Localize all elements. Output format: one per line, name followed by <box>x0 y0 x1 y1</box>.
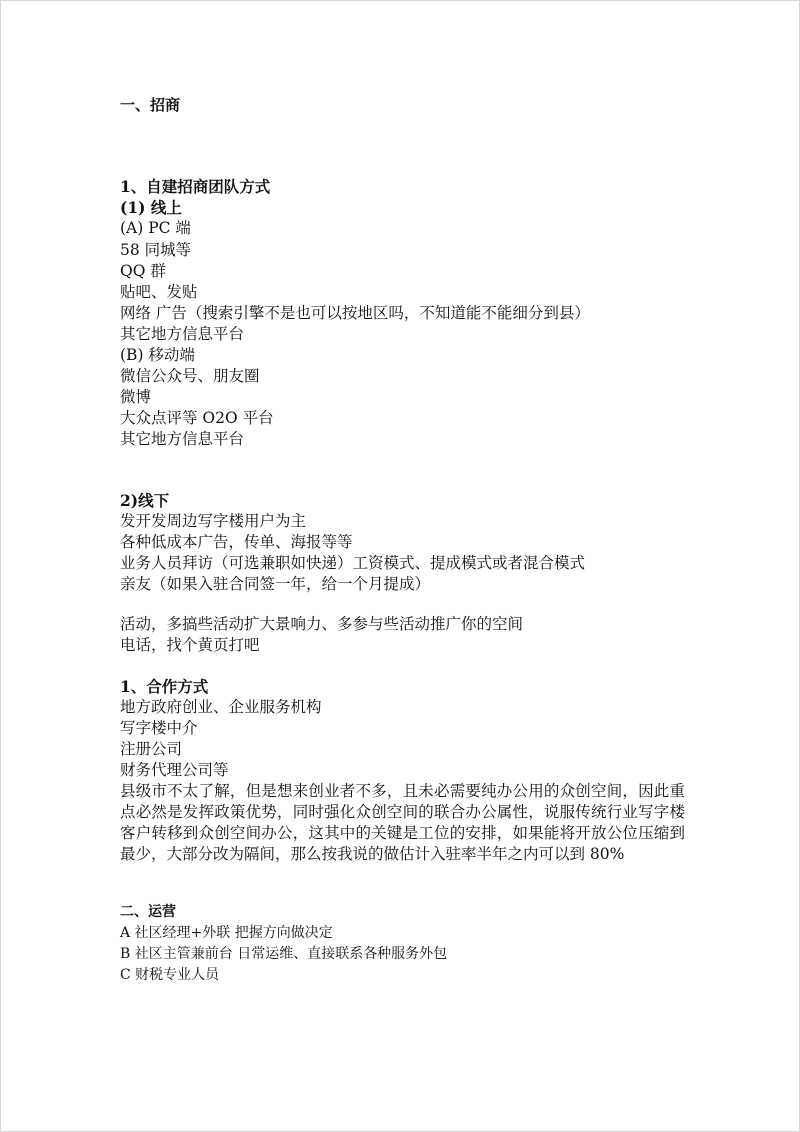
list-item: 发开发周边写字楼用户为主 <box>120 512 307 530</box>
list-item: 网络 广告（搜索引擎不是也可以按地区吗，不知道能不能细分到县） <box>120 304 590 322</box>
list-item: 财务代理公司等 <box>120 761 229 779</box>
heading-zhaoshang: 一、招商 <box>120 96 181 114</box>
list-item: QQ 群 <box>120 262 166 280</box>
list-item: 大众点评等 O2O 平台 <box>120 409 274 427</box>
list-item: 微信公众号、朋友圈 <box>120 367 260 385</box>
list-item: 亲友（如果入驻合同签一年，给一个月提成） <box>120 575 431 593</box>
list-item: 地方政府创业、企业服务机构 <box>120 698 322 716</box>
list-item: 其它地方信息平台 <box>120 325 245 343</box>
heading-yunying: 二、运营 <box>120 904 176 920</box>
list-item: 业务人员拜访（可选兼职如快递）工资模式、提成模式或者混合模式 <box>120 554 586 572</box>
list-item: 贴吧、发贴 <box>120 283 198 301</box>
list-item: 写字楼中介 <box>120 719 198 737</box>
mobile-title: (B) 移动端 <box>120 346 195 364</box>
list-item: 活动，多搞些活动扩大景响力、多参与些活动推广你的空间 <box>120 615 524 633</box>
list-item: A 社区经理+外联 把握方向做决定 <box>120 925 333 941</box>
pc-title: (A) PC 端 <box>120 219 191 237</box>
section-title-cooperation: 1、合作方式 <box>120 677 209 696</box>
analysis-paragraph: 县级市不太了解，但是想来创业者不多，且未必需要纯办公用的众创空间，因此重点必然是发挥政策优势，同时强化众创空间的联合办公属性，说服传统行业写字楼客户转移到众创空间办公，这其中的关键是工位的安排，如果能将开放公位压缩到最少，大部分改为隔间，那么按我说的做估计入驻率半年之内可以到 80% <box>120 782 685 863</box>
list-item: 各种低成本广告，传单、海报等等 <box>120 533 353 551</box>
list-item: 58 同城等 <box>120 241 192 259</box>
list-item: B 社区主管兼前台 日常运维、直接联系各种服务外包 <box>120 946 448 962</box>
subsection-online: (1) 线上 <box>120 198 182 217</box>
subsection-offline: 2)线下 <box>120 491 170 510</box>
section-title-self-team: 1、自建招商团队方式 <box>120 177 271 196</box>
list-item: 电话，找个黄页打吧 <box>120 636 260 654</box>
list-item: 其它地方信息平台 <box>120 430 245 448</box>
list-item: 注册公司 <box>120 740 183 758</box>
list-item: C 财税专业人员 <box>120 967 220 983</box>
list-item: 微博 <box>120 388 152 406</box>
